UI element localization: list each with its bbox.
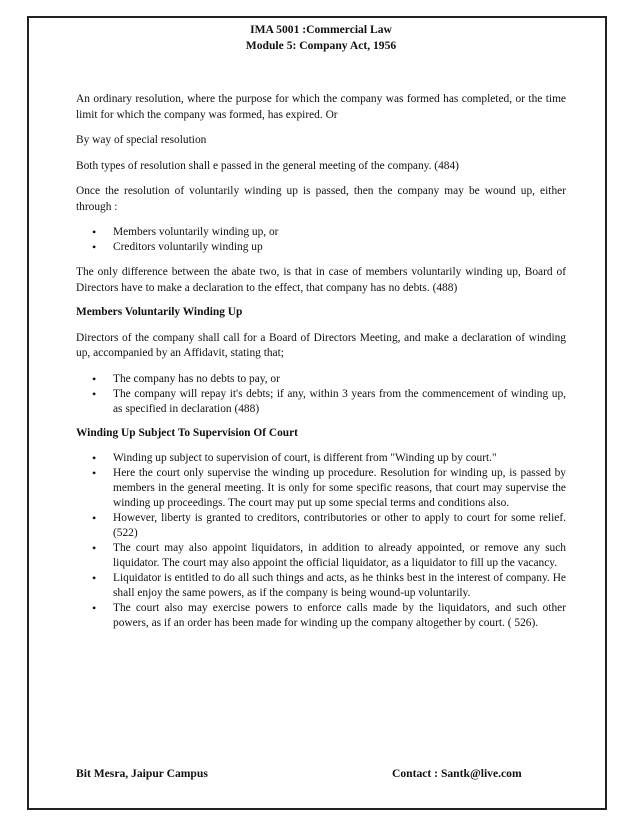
list-affidavit: [76, 372, 566, 417]
list-item: • Winding up subject to supervision of court, is different from "Winding up by court.": [113, 451, 566, 466]
list-item: • The court may also appoint liquidators, in addition to already appointed, or remove any such liquidator. The court may also appoint the official liquidator, as a liquidator to fill up the vacancy.: [113, 541, 566, 571]
list-item: • Here the court only supervise the winding up procedure. Resolution for winding up, is passed by members in the general meeting. It is only for some specific reasons, that court may supervise the winding up proceedings. The court may put up some special terms and conditions also.: [113, 466, 566, 511]
paragraph-ordinary-resolution: An ordinary resolution, where the purpose for which the company was formed has completed, or the time limit for which the company was formed, has expired. Or: [76, 93, 566, 121]
list-item: • The court also may exercise powers to enforce calls made by the liquidators, and such other powers, as if an order has been made for winding up the company altogether by court. ( 526).: [113, 601, 566, 631]
paragraph-directors: Directors of the company shall call for a Board of Directors Meeting, and make a declaration of winding up, accompanied by an Affidavit, stating that;: [76, 331, 566, 359]
document-header: [76, 22, 566, 54]
list-item: • However, liberty is granted to creditors, contributories or other to apply to court for some relief. (522): [113, 511, 566, 541]
list-item: • Creditors voluntarily winding up: [113, 240, 566, 255]
heading-members-voluntarily: Members Voluntarily Winding Up: [76, 306, 243, 318]
heading-supervision-of-court: Winding Up Subject To Supervision Of Court: [76, 426, 298, 439]
list-item: • Liquidator is entitled to do all such things and acts, as he thinks best in the interest of company. He shall enjoy the same powers, as if the company is being wound-up voluntarily.: [113, 571, 566, 601]
module-title: Module 5: Company Act, 1956: [245, 39, 397, 52]
paragraph-special-resolution: By way of special resolution: [76, 134, 207, 146]
list-supervision: [76, 451, 566, 631]
paragraph-once-resolution: Once the resolution of voluntarily winding up is passed, then the company may be wound up, either through :: [76, 185, 566, 213]
course-title: IMA 5001 :Commercial Law: [250, 23, 392, 36]
list-item: • Members voluntarily winding up, or: [113, 225, 566, 240]
document-content: [76, 22, 566, 631]
footer-contact: Contact : Santk@live.com: [392, 767, 522, 780]
list-winding-types: [76, 225, 566, 255]
paragraph-both-types: Both types of resolution shall e passed in the general meeting of the company. (484): [76, 159, 459, 172]
list-item: • The company has no debts to pay, or: [113, 372, 566, 387]
paragraph-difference: The only difference between the abate two, is that in case of members voluntarily winding up, Board of Directors have to make a declaration to the effect, that company has no debts. (488): [76, 266, 566, 294]
footer-campus: Bit Mesra, Jaipur Campus: [76, 767, 208, 780]
list-item: • The company will repay it's debts; if any, within 3 years from the commencement of winding up, as specified in declaration (488): [113, 387, 566, 417]
